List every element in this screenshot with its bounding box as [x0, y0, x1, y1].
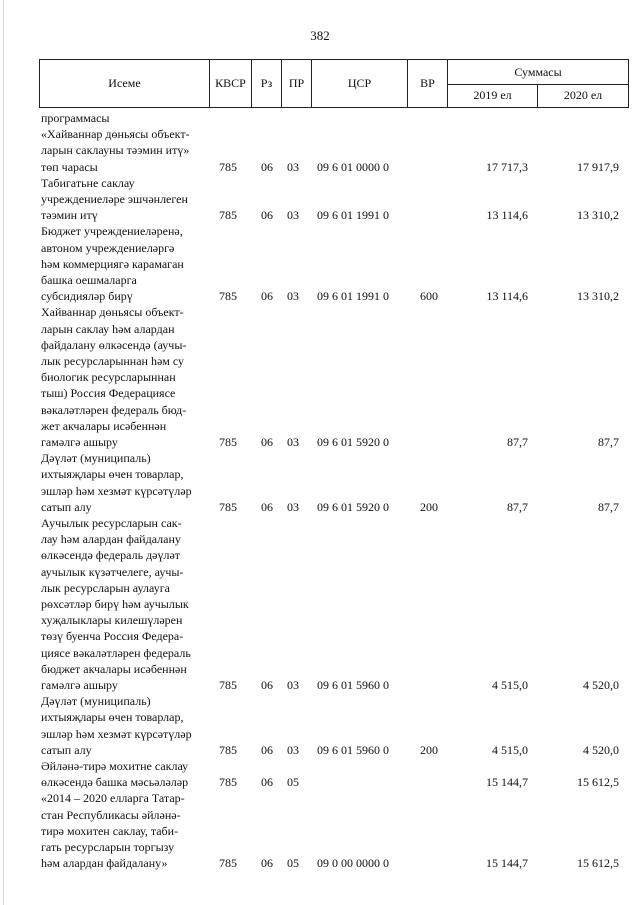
row-name-line: һәм алардан файдалану»	[41, 856, 168, 871]
row-sum-2020: 13 310,2	[577, 208, 619, 223]
row-kvsr: 785	[219, 208, 237, 223]
row-sum-2019: 15 144,7	[486, 775, 528, 790]
row-name-line: төп чарасы	[41, 159, 98, 174]
row-name-line: һәм коммерциягә карамаган	[41, 256, 184, 271]
row-sum-2020: 15 612,5	[577, 856, 619, 871]
row-name-line: стан Республикасы әйләнә-	[41, 807, 181, 822]
row-sum-2020: 4 520,0	[583, 742, 619, 757]
row-sum-2019: 13 114,6	[486, 289, 528, 304]
row-pr: 03	[287, 742, 299, 757]
row-pr: 03	[287, 434, 299, 449]
row-name-line: хуҗалыклары килешүләрен	[41, 613, 183, 628]
row-csr: 09 6 01 5960 0	[317, 742, 389, 757]
row-name	[41, 693, 207, 758]
row-csr: 09 6 01 1991 0	[317, 208, 389, 223]
row-name-line: программасы	[41, 111, 110, 125]
row-kvsr: 785	[219, 289, 237, 304]
row-name	[41, 223, 207, 304]
header-rz: Рз	[252, 60, 282, 107]
row-vr: 600	[420, 289, 438, 304]
header-pr: ПР	[282, 60, 312, 107]
row-sum-2019: 4 515,0	[492, 742, 528, 757]
header-sums-group	[448, 60, 628, 107]
row-pr: 03	[287, 289, 299, 304]
row-name-line: «Хайваннар дөньясы объект-	[41, 127, 190, 142]
row-pr: 03	[287, 208, 299, 223]
header-csr: ЦСР	[312, 60, 408, 107]
row-name-line: аучылык күзәтчелеге, аучы-	[41, 564, 184, 579]
row-csr: 09 0 00 0000 0	[317, 856, 389, 871]
header-sums: Суммасы	[448, 60, 628, 85]
row-name-line: вәкаләтләрен федераль бюд-	[41, 402, 187, 417]
row-sum-2020: 13 310,2	[577, 289, 619, 304]
row-name-line: ларын саклауны тәэмин итү»	[41, 143, 190, 158]
table-header	[39, 59, 629, 108]
row-rz: 06	[261, 434, 273, 449]
row-sum-2019: 87,7	[507, 499, 528, 514]
row-sum-2019: 87,7	[507, 434, 528, 449]
row-name-line: тыш) Россия Федерациясе	[41, 386, 176, 401]
row-name	[41, 450, 207, 515]
row-name-line: субсидияләр бирү	[41, 289, 133, 304]
row-name-line: Хайваннар дөньясы объект-	[41, 305, 184, 320]
row-name-line: ихтыяҗлары өчен товарлар,	[41, 467, 184, 482]
row-kvsr: 785	[219, 499, 237, 514]
row-rz: 06	[261, 856, 273, 871]
row-name-line: жет акчалары исәбеннән	[41, 418, 167, 433]
row-name-line: сатып алу	[41, 742, 92, 757]
row-rz: 06	[261, 775, 273, 790]
row-rz: 06	[261, 678, 273, 692]
row-sum-2020: 15 612,5	[577, 775, 619, 790]
row-vr: 200	[420, 742, 438, 757]
row-pr: 03	[287, 499, 299, 514]
row-kvsr: 785	[219, 742, 237, 757]
row-name-line: эшләр һәм хезмәт күрсәтүләр	[41, 726, 192, 741]
row-name	[41, 304, 207, 450]
row-csr: 09 6 01 0000 0	[317, 159, 389, 174]
row-name-line: Бюджет учреждениеләренә,	[41, 224, 183, 239]
row-pr: 03	[287, 678, 299, 692]
row-name-line: башка оешмаларга	[41, 273, 137, 287]
row-name-line: рөхсәтләр бирү һәм аучылык	[41, 597, 189, 612]
table-row	[39, 693, 629, 758]
header-name: Исеме	[40, 60, 210, 107]
row-pr: 05	[287, 856, 299, 871]
row-name-line: лау һәм алардан файдалану	[41, 532, 181, 547]
row-name-line: Әйләнә-тирә мохитне саклау	[41, 759, 189, 773]
row-csr: 09 6 01 1991 0	[317, 289, 389, 304]
table-row	[39, 110, 629, 126]
row-rz: 06	[261, 289, 273, 304]
row-csr: 09 6 01 5960 0	[317, 678, 389, 692]
row-rz: 06	[261, 499, 273, 514]
row-kvsr: 785	[219, 434, 237, 449]
row-csr: 09 6 01 5920 0	[317, 434, 389, 449]
row-name-line: учреждениеләре эшчәнлеген	[41, 192, 188, 206]
header-kvsr: КВСР	[210, 60, 252, 107]
row-vr: 200	[420, 499, 438, 514]
row-kvsr: 785	[219, 678, 237, 692]
row-name-line: циясе вәкаләтләрен федераль	[41, 645, 191, 660]
row-rz: 06	[261, 159, 273, 174]
row-kvsr: 785	[219, 159, 237, 174]
row-name-line: өлкәсендә федераль дәүләт	[41, 548, 181, 563]
row-name	[41, 758, 207, 790]
row-sum-2019: 15 144,7	[486, 856, 528, 871]
row-sum-2020: 4 520,0	[583, 678, 619, 692]
table-row	[39, 304, 629, 450]
row-name-line: төзү буенча Россия Федера-	[41, 629, 184, 644]
header-year-2019: 2019 ел	[448, 84, 538, 107]
row-sum-2020: 17 917,9	[577, 159, 619, 174]
row-pr: 05	[287, 775, 299, 790]
row-sum-2020: 87,7	[598, 434, 619, 449]
row-name-line: ихтыяҗлары өчен товарлар,	[41, 710, 184, 725]
row-name-line: лык ресурсларыннан һәм су	[41, 354, 185, 368]
row-name	[41, 110, 207, 126]
table-row	[39, 450, 629, 515]
row-name-line: лык ресурсларын аулауга	[41, 580, 170, 595]
row-name-line: ларын саклау һәм алардан	[41, 321, 175, 336]
row-name-line: тирә мохитен саклау, таби-	[41, 823, 179, 838]
page-number: 382	[310, 28, 330, 43]
row-name	[41, 515, 207, 693]
row-pr: 03	[287, 159, 299, 174]
row-kvsr: 785	[219, 775, 237, 790]
row-name	[41, 126, 207, 175]
row-csr: 09 6 01 5920 0	[317, 499, 389, 514]
table-row	[39, 126, 629, 175]
row-name-line: Дәүләт (муниципаль)	[41, 694, 151, 709]
row-name-line: автоном учреждениеләргә	[41, 240, 175, 255]
header-year-2020: 2020 ел	[563, 88, 603, 102]
row-name-line: сатып алу	[41, 499, 92, 514]
table-row	[39, 175, 629, 224]
row-sum-2019: 13 114,6	[486, 208, 528, 223]
row-name-line: биологик ресурсларыннан	[41, 370, 176, 385]
row-name-line: «2014 – 2020 елларга Татар-	[41, 791, 185, 806]
row-name	[41, 790, 207, 871]
row-rz: 06	[261, 742, 273, 757]
row-name-line: гамәлгә ашыру	[41, 678, 118, 693]
table-row	[39, 515, 629, 693]
page-edge-mark	[3, 0, 4, 905]
row-name-line: гамәлгә ашыру	[41, 435, 118, 450]
row-name-line: Аучылык ресурсларын сак-	[41, 516, 182, 530]
table-row	[39, 758, 629, 790]
table-row	[39, 223, 629, 304]
row-sum-2020: 87,7	[598, 499, 619, 514]
row-sum-2019: 17 717,3	[486, 159, 528, 174]
row-name-line: тәэмин итү	[41, 208, 98, 223]
row-name-line: файдалану өлкәсендә (аучы-	[41, 337, 187, 352]
header-vr: ВР	[408, 60, 448, 107]
row-rz: 06	[261, 208, 273, 223]
row-name-line: Дәүләт (муниципаль)	[41, 451, 151, 466]
table-row	[39, 790, 629, 871]
row-sum-2019: 4 515,0	[492, 678, 528, 692]
row-name-line: Табигатьне саклау	[41, 175, 135, 190]
row-name-line: эшләр һәм хезмәт күрсәтүләр	[41, 483, 192, 498]
row-name-line: бюджет акчалары исәбеннән	[41, 661, 187, 676]
row-name-line: өлкәсендә башка мәсьәләләр	[41, 775, 189, 790]
row-name	[41, 175, 207, 224]
row-kvsr: 785	[219, 856, 237, 871]
row-name-line: гать ресурсларын торгызу	[41, 840, 175, 854]
